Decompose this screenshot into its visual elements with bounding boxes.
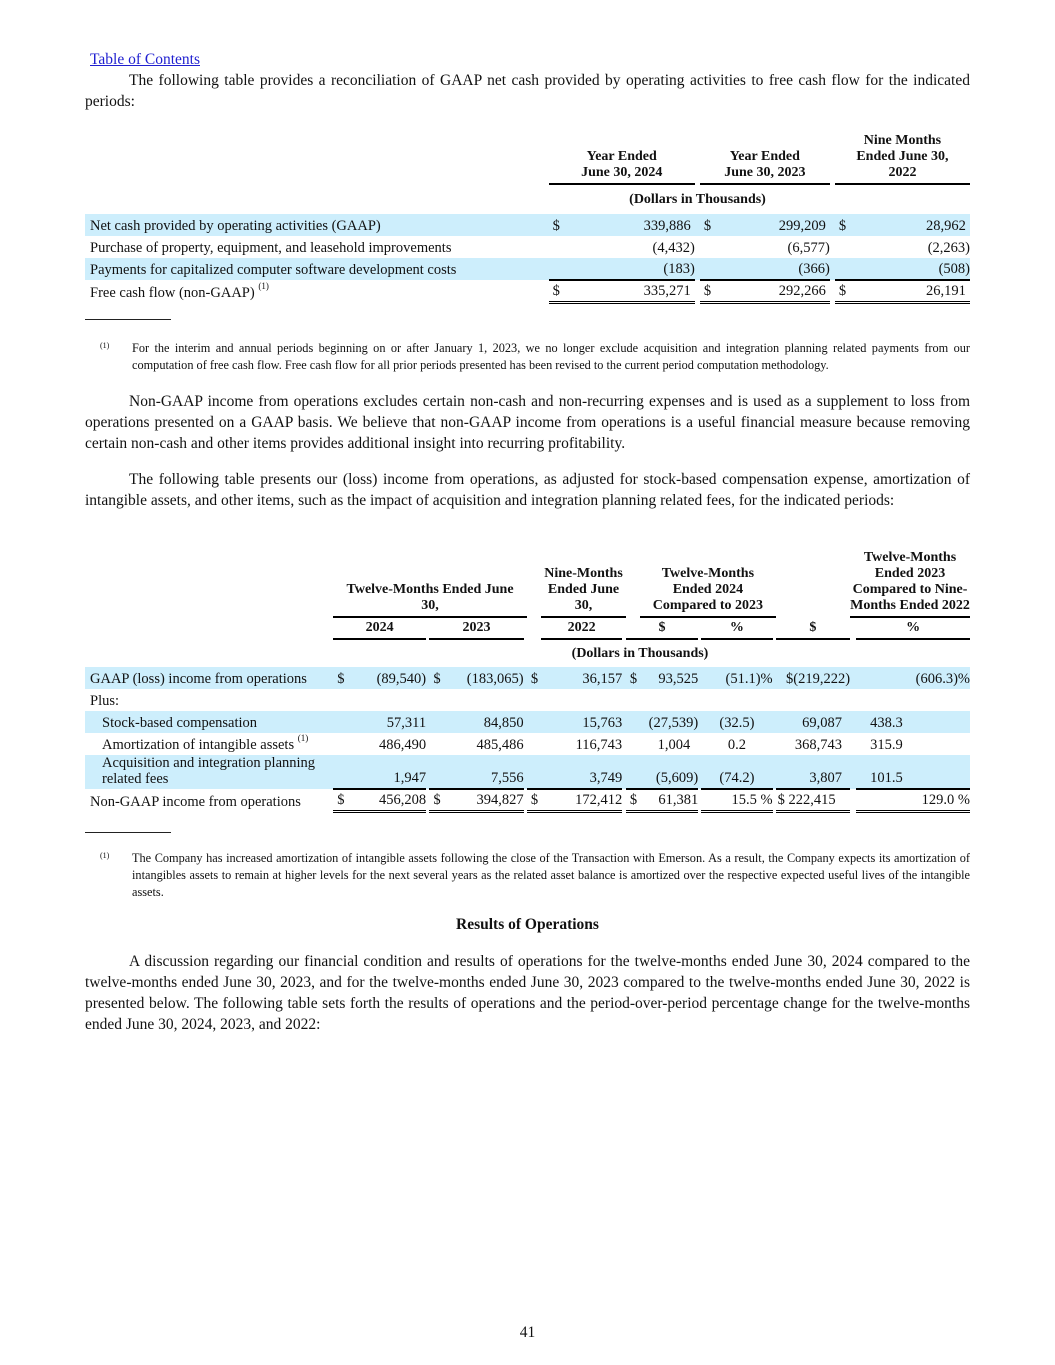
table-row: Stock-based compensation 57,311 84,850 15,763 (27,539) (32.5) 69,087 438.3	[85, 711, 970, 733]
units-row: (Dollars in Thousands)	[629, 191, 766, 207]
table-header-row	[85, 550, 970, 617]
group-header-2024-vs-2023: Twelve-Months Ended 2024 Compared to 2023	[640, 550, 775, 617]
table2-intro-paragraph: The following table presents our (loss) income from operations, as adjusted for stock-based compensation expense, amortization of intangible assets, and other items, such as the impact of acquisition and integration planning related fees, for the indicated periods:	[85, 471, 970, 509]
column-header-2023: Year Ended June 30, 2023	[700, 133, 830, 184]
table-row-total: Free cash flow (non-GAAP) $^{(1)}$ $ 335,271 $ 292,266 $ 26,191	[85, 280, 970, 303]
table-row: Purchase of property, equipment, and leasehold improvements (4,432) (6,577) (2,263)	[90, 240, 970, 256]
section-heading: Results of Operations	[456, 916, 599, 933]
page-number: 41	[519, 1324, 536, 1341]
income-from-operations-table	[85, 550, 970, 813]
table-row: Acquisition and integration planning related fees 1,947 7,556 3,749 (5,609) (74.2) 3,807 101.5	[85, 755, 970, 789]
footnote-2: (1) The Company has increased amortization of intangible assets following the close of the Transaction with Emerson. As a result, the Company expects its amortization of intangibles assets to remain at higher levels for the next several years as the related asset balance is amortized over the respective expected useful lives of the intangible assets.	[100, 851, 970, 899]
footnote-divider	[85, 832, 171, 833]
document-page	[85, 50, 970, 1033]
free-cash-flow-table	[85, 133, 970, 304]
intro-paragraph: The following table provides a reconciliation of GAAP net cash provided by operating activities to free cash flow for the indicated periods:	[85, 72, 970, 110]
table-row-total: Non-GAAP income from operations $ 456,208 $ 394,827 $ 172,412 $ 61,381 15.5 % $ 222,415 129.0 %	[85, 789, 970, 812]
group-header-twelve-months: Twelve-Months Ended June 30,	[333, 550, 527, 617]
group-header-2023-vs-2022: Twelve-Months Ended 2023 Compared to Nine- Months Ended 2022	[850, 550, 970, 617]
table-row: Payments for capitalized computer software development costs (183) (366) (508)	[85, 258, 970, 280]
table-row: Net cash provided by operating activities (GAAP) $ 339,886 $ 299,209 $ 28,962	[85, 214, 970, 236]
column-header-2024: Year Ended June 30, 2024	[549, 133, 695, 184]
footnote-1: (1) For the interim and annual periods beginning on or after January 1, 2023, we no longer exclude acquisition and integration planning related payments from our computation of free cash flow. Free cash flow for all prior periods presented has been revised to the current period computation methodology.	[100, 341, 970, 372]
results-paragraph: A discussion regarding our financial condition and results of operations for the twelve-months ended June 30, 2024 compared to the twelve-months ended June 30, 2023, and for the twelve-months ended June 30, 2023 compared to the twelve-months ended June 30, 2022 is presented below. The following table sets forth the results of operations and the period-over-period percentage change for the twelve-months ended June 30, 2024, 2023, and 2022:	[85, 953, 970, 1033]
table-row: Amortization of intangible assets $^{(1)}$ 486,490 485,486 116,743 1,004 0.2 368,743 315.9	[102, 733, 903, 753]
table-row: GAAP (loss) income from operations $ (89,540) $ (183,065) $ 36,157 $ 93,525 (51.1)% $(219,222) (606.3)%	[85, 667, 970, 689]
table-row: Plus:	[90, 693, 120, 709]
table-of-contents-link[interactable]: Table of Contents	[90, 51, 200, 68]
sub-header-row: 2024 2023 2022 $ % $ %	[85, 617, 970, 639]
nongaap-paragraph: Non-GAAP income from operations excludes certain non-cash and non-recurring expenses and is used as a supplement to loss from operations presented on a GAAP basis. We believe that non-GAAP income from operations is a useful financial measure because removing certain non-cash and other items provides additional insight into recurring profitability.	[85, 393, 970, 452]
footnote-divider	[85, 319, 171, 320]
units-row: (Dollars in Thousands)	[571, 645, 709, 661]
column-header-2022: Nine Months Ended June 30, 2022	[835, 133, 970, 184]
table-header-row	[85, 133, 970, 184]
group-header-nine-months: Nine-Months Ended June 30,	[541, 550, 626, 617]
